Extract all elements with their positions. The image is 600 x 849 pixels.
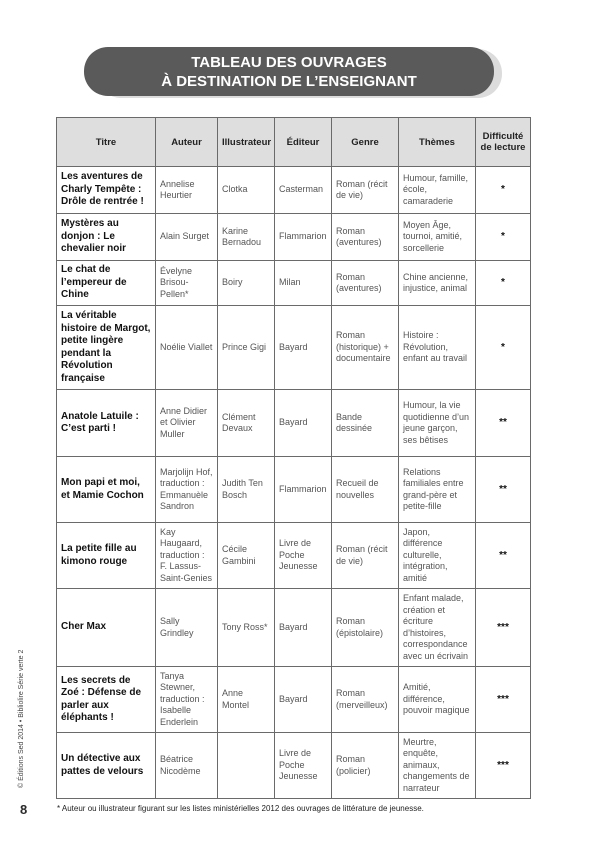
footnote: * Auteur ou illustrateur figurant sur les listes ministérielles 2012 des ouvrages de littérature de jeunesse. <box>57 804 424 813</box>
table-row <box>57 167 531 214</box>
cell-illustrateur: Clément Devaux <box>218 390 275 457</box>
cell-titre: Mystères au donjon : Le chevalier noir <box>57 214 156 261</box>
cell-illustrateur: Karine Bernadou <box>218 214 275 261</box>
cell-themes: Meurtre, enquête, animaux, changements de narrateur <box>399 733 476 799</box>
column-header-themes: Thèmes <box>399 118 476 167</box>
cell-auteur: Annelise Heurtier <box>156 167 218 214</box>
cell-difficulte: ** <box>476 457 531 523</box>
cell-difficulte: * <box>476 167 531 214</box>
cell-themes: Enfant malade, création et écriture d’histoires, correspondance avec un écrivain <box>399 589 476 667</box>
cell-difficulte: * <box>476 261 531 306</box>
table-row <box>57 306 531 390</box>
cell-editeur: Flammarion <box>275 214 332 261</box>
column-header-auteur: Auteur <box>156 118 218 167</box>
cell-titre: Le chat de l’empereur de Chine <box>57 261 156 306</box>
cell-themes: Moyen Âge, tournoi, amitié, sorcellerie <box>399 214 476 261</box>
cell-themes: Amitié, différence, pouvoir magique <box>399 667 476 733</box>
table-row <box>57 523 531 589</box>
books-table <box>56 117 531 799</box>
cell-illustrateur: Clotka <box>218 167 275 214</box>
title-banner <box>84 47 494 96</box>
cell-genre: Roman (policier) <box>332 733 399 799</box>
cell-difficulte: ** <box>476 390 531 457</box>
cell-titre: Les secrets de Zoé : Défense de parler aux éléphants ! <box>57 667 156 733</box>
cell-editeur: Casterman <box>275 167 332 214</box>
page-number: 8 <box>20 802 28 817</box>
cell-genre: Roman (historique) + documentaire <box>332 306 399 390</box>
cell-auteur: Noélie Viallet <box>156 306 218 390</box>
cell-genre: Roman (merveilleux) <box>332 667 399 733</box>
cell-auteur: Béatrice Nicodème <box>156 733 218 799</box>
column-header-illustrateur: Illustrateur <box>218 118 275 167</box>
cell-illustrateur: Cécile Gambini <box>218 523 275 589</box>
cell-genre: Recueil de nouvelles <box>332 457 399 523</box>
copyright-side-note: © Éditions Sed 2014 • Bibliolire Série verte 2 <box>18 649 25 788</box>
cell-illustrateur: Tony Ross* <box>218 589 275 667</box>
cell-illustrateur: Boiry <box>218 261 275 306</box>
cell-editeur: Bayard <box>275 306 332 390</box>
column-header-difficulte: Difficulté de lecture <box>476 118 531 167</box>
cell-titre: La petite fille au kimono rouge <box>57 523 156 589</box>
cell-illustrateur: Judith Ten Bosch <box>218 457 275 523</box>
cell-editeur: Livre de Poche Jeunesse <box>275 733 332 799</box>
cell-auteur: Anne Didier et Olivier Muller <box>156 390 218 457</box>
cell-auteur: Évelyne Brisou-Pellen* <box>156 261 218 306</box>
cell-difficulte: *** <box>476 667 531 733</box>
cell-titre: Mon papi et moi, et Mamie Cochon <box>57 457 156 523</box>
cell-difficulte: *** <box>476 733 531 799</box>
cell-difficulte: * <box>476 214 531 261</box>
cell-editeur: Milan <box>275 261 332 306</box>
cell-editeur: Flammarion <box>275 457 332 523</box>
table-row <box>57 457 531 523</box>
cell-editeur: Bayard <box>275 667 332 733</box>
page-title-line-1: TABLEAU DES OUVRAGES <box>191 53 387 71</box>
cell-themes: Japon, différence culturelle, intégration, amitié <box>399 523 476 589</box>
cell-themes: Humour, famille, école, camaraderie <box>399 167 476 214</box>
cell-titre: Cher Max <box>57 589 156 667</box>
cell-themes: Humour, la vie quotidienne d’un jeune garçon, ses bêtises <box>399 390 476 457</box>
cell-genre: Bande dessinée <box>332 390 399 457</box>
cell-auteur: Marjolijn Hof, traduction : Emmanuèle Sandron <box>156 457 218 523</box>
table-header-row <box>57 118 531 167</box>
column-header-genre: Genre <box>332 118 399 167</box>
cell-genre: Roman (aventures) <box>332 214 399 261</box>
cell-titre: Un détective aux pattes de velours <box>57 733 156 799</box>
cell-themes: Histoire : Révolution, enfant au travail <box>399 306 476 390</box>
cell-editeur: Bayard <box>275 390 332 457</box>
cell-difficulte: *** <box>476 589 531 667</box>
cell-illustrateur: Anne Montel <box>218 667 275 733</box>
cell-editeur: Livre de Poche Jeunesse <box>275 523 332 589</box>
cell-auteur: Sally Grindley <box>156 589 218 667</box>
cell-editeur: Bayard <box>275 589 332 667</box>
table-row <box>57 390 531 457</box>
page-title-line-2: À DESTINATION DE L’ENSEIGNANT <box>161 72 417 90</box>
cell-difficulte: * <box>476 306 531 390</box>
column-header-titre: Titre <box>57 118 156 167</box>
column-header-editeur: Éditeur <box>275 118 332 167</box>
cell-genre: Roman (épistolaire) <box>332 589 399 667</box>
cell-titre: Anatole Latuile : C’est parti ! <box>57 390 156 457</box>
cell-difficulte: ** <box>476 523 531 589</box>
cell-auteur: Tanya Stewner, traduction : Isabelle Enderlein <box>156 667 218 733</box>
cell-themes: Chine ancienne, injustice, animal <box>399 261 476 306</box>
cell-genre: Roman (récit de vie) <box>332 523 399 589</box>
table-row <box>57 733 531 799</box>
cell-auteur: Kay Haugaard, traduction : F. Lassus-Saint-Genies <box>156 523 218 589</box>
cell-themes: Relations familiales entre grand-père et petite-fille <box>399 457 476 523</box>
cell-illustrateur: Prince Gigi <box>218 306 275 390</box>
table-row <box>57 214 531 261</box>
cell-titre: La véritable histoire de Margot, petite lingère pendant la Révolution française <box>57 306 156 390</box>
cell-titre: Les aventures de Charly Tempête : Drôle de rentrée ! <box>57 167 156 214</box>
table-row <box>57 667 531 733</box>
table-row <box>57 261 531 306</box>
table-row <box>57 589 531 667</box>
cell-genre: Roman (récit de vie) <box>332 167 399 214</box>
cell-auteur: Alain Surget <box>156 214 218 261</box>
cell-genre: Roman (aventures) <box>332 261 399 306</box>
cell-illustrateur <box>218 733 275 799</box>
